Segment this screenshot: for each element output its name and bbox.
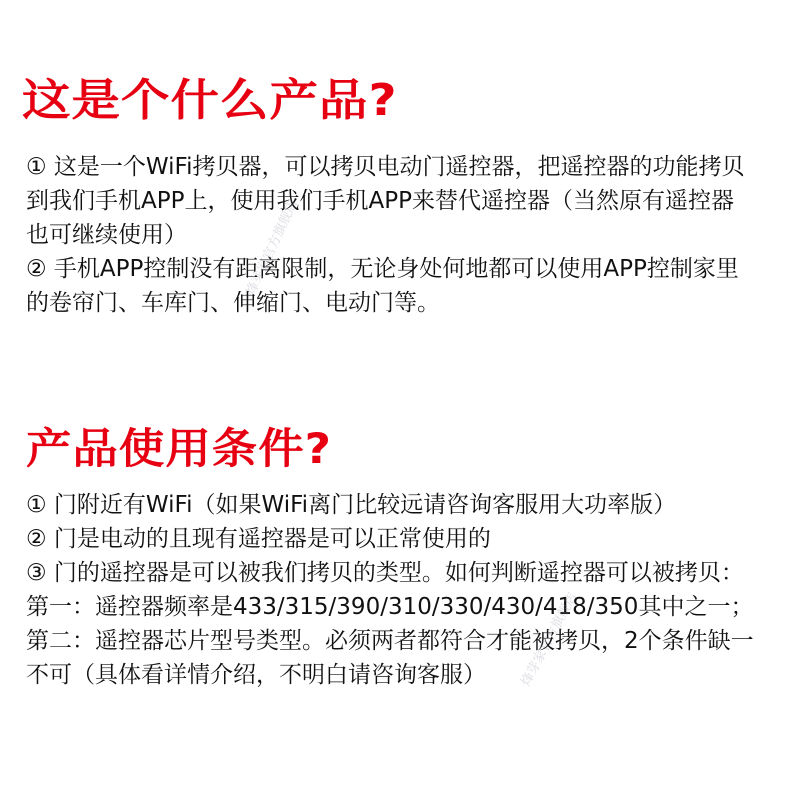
description-line: ② 手机APP控制没有距离限制，无论身处何地都可以使用APP控制家里 bbox=[26, 256, 739, 282]
condition-line: 不可（具体看详情介绍，不明白请咨询客服） bbox=[26, 662, 486, 688]
section-heading-what-is-product: 这是个什么产品? bbox=[22, 75, 398, 126]
description-line: ① 这是一个WiFi拷贝器，可以拷贝电动门遥控器，把遥控器的功能拷贝 bbox=[26, 154, 745, 180]
condition-line: ② 门是电动的且现有遥控器是可以正常使用的 bbox=[26, 526, 491, 552]
condition-line: 第二：遥控器芯片型号类型。必须两者都符合才能被拷贝，2个条件缺一 bbox=[26, 628, 754, 654]
usage-conditions-list bbox=[26, 488, 782, 692]
condition-line: ① 门附近有WiFi（如果WiFi离门比较远请咨询客服用大功率版） bbox=[26, 492, 677, 518]
condition-line: ③ 门的遥控器是可以被我们拷贝的类型。如何判断遥控器可以被拷贝： bbox=[26, 560, 744, 586]
store-watermark: 烽芽家官方旗舰店 bbox=[243, 197, 302, 299]
condition-line: 第一：遥控器频率是433/315/390/310/330/430/418/350其中之一； bbox=[26, 594, 754, 620]
description-line: 的卷帘门、车库门、伸缩门、电动门等。 bbox=[26, 290, 440, 316]
description-line: 也可继续使用） bbox=[26, 222, 187, 248]
description-line: 到我们手机APP上，使用我们手机APP来替代遥控器（当然原有遥控器 bbox=[26, 188, 734, 214]
section-heading-usage-conditions: 产品使用条件? bbox=[26, 424, 333, 473]
store-watermark: 烽芽家官方旗舰店 bbox=[518, 590, 581, 689]
product-description bbox=[26, 150, 782, 320]
